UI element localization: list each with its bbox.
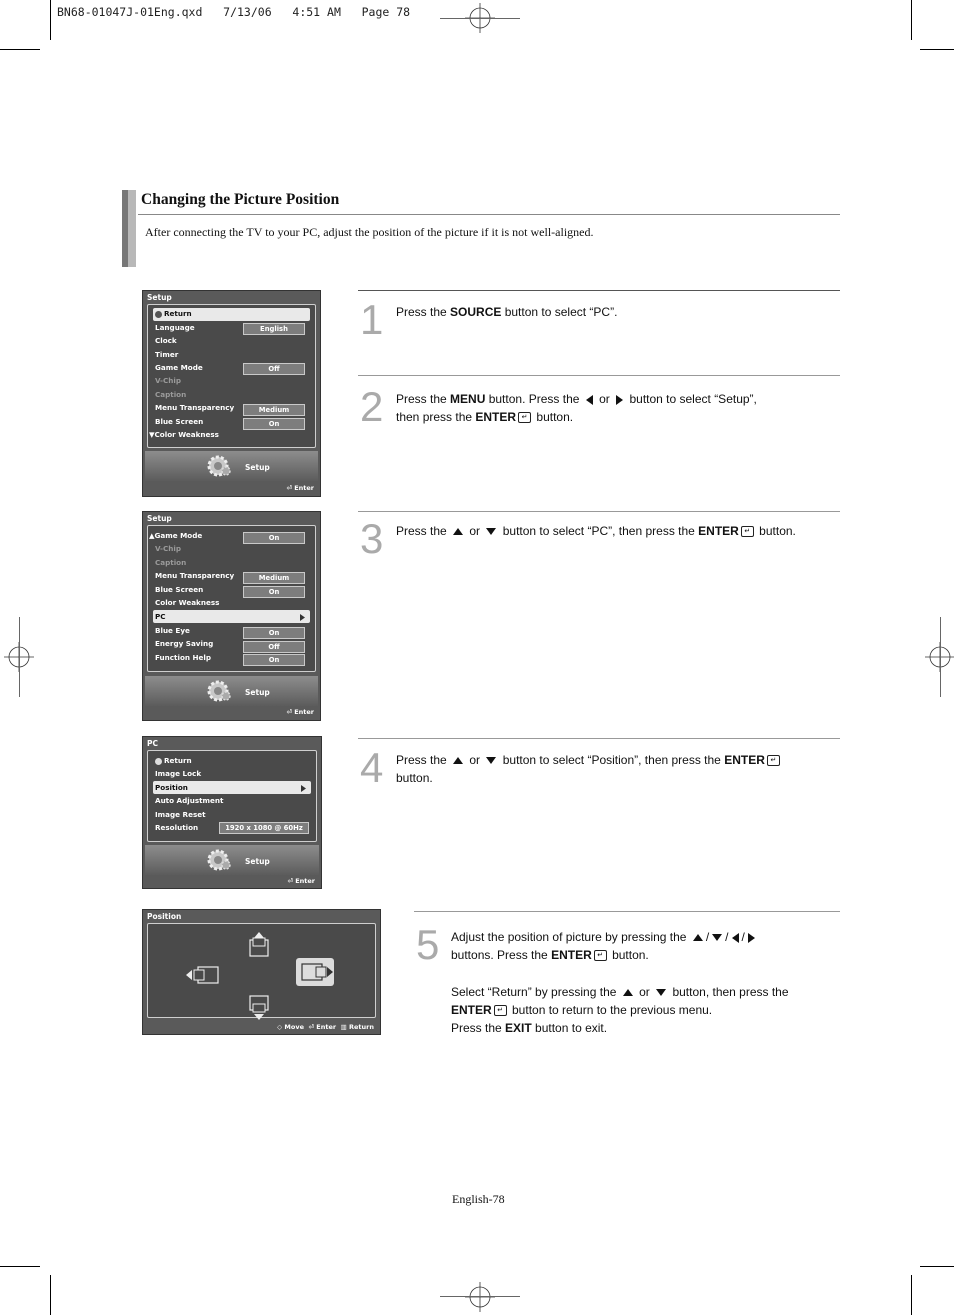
osd-item-blue-eye[interactable]: Blue Eye — [155, 626, 190, 635]
crop-mark — [440, 18, 520, 19]
osd-item-timer[interactable]: Timer — [155, 350, 179, 359]
osd-value: On — [243, 627, 305, 639]
step-1-text: Press the SOURCE button to select “PC”. — [396, 305, 618, 319]
return-icon — [155, 758, 162, 765]
gear-icon — [205, 678, 231, 704]
osd-item-language[interactable]: Language — [155, 323, 195, 332]
osd-header: Setup — [147, 514, 172, 523]
osd-item-vchip: V-Chip — [155, 544, 182, 553]
osd-value: On — [243, 654, 305, 666]
osd-item-energy-saving[interactable]: Energy Saving — [155, 639, 214, 648]
crop-mark — [440, 1296, 520, 1297]
arrow-down-icon — [486, 528, 496, 535]
return-icon — [155, 311, 162, 318]
osd-footer-title: Setup — [245, 857, 270, 866]
osd-setup-menu-1 — [142, 290, 321, 497]
crop-mark — [911, 0, 912, 40]
crop-mark — [940, 617, 941, 697]
arrow-up-icon — [453, 528, 463, 535]
arrow-down-icon — [712, 934, 722, 941]
move-down-icon[interactable] — [248, 994, 270, 1020]
section-bar — [128, 190, 136, 267]
osd-item-resolution[interactable]: Resolution — [155, 823, 199, 832]
osd-item-caption: Caption — [155, 390, 187, 399]
step-number: 2 — [360, 383, 384, 430]
enter-icon: ⏎ — [287, 877, 293, 885]
arrow-up-icon — [453, 757, 463, 764]
step-3-text: Press the or button to select “PC”, then press the ENTER ↵ button. — [396, 524, 796, 538]
osd-selection — [153, 610, 310, 623]
file-slug: BN68-01047J-01Eng.qxd 7/13/06 4:51 AM Page 78 — [57, 5, 411, 19]
arrow-right-icon — [301, 785, 306, 792]
move-left-icon[interactable] — [186, 964, 222, 986]
osd-footer-title: Setup — [245, 463, 270, 472]
enter-icon: ⏎ — [286, 708, 292, 716]
enter-icon: ⏎ — [308, 1023, 314, 1031]
step-rule — [358, 738, 840, 739]
osd-item-blue-screen[interactable]: Blue Screen — [155, 417, 204, 426]
osd-item-blue-screen[interactable]: Blue Screen — [155, 585, 204, 594]
step-rule — [358, 511, 840, 512]
step-number: 5 — [416, 921, 440, 968]
osd-value: On — [243, 586, 305, 598]
crop-mark — [920, 49, 954, 50]
move-right-icon[interactable] — [299, 961, 335, 983]
step-number: 4 — [360, 744, 384, 791]
move-icon: ◇ — [277, 1023, 283, 1031]
enter-icon: ↵ — [767, 755, 780, 766]
arrow-left-icon — [732, 933, 739, 943]
title-rule — [138, 214, 840, 215]
crop-mark — [0, 49, 40, 50]
osd-panel — [147, 923, 376, 1018]
enter-icon: ↵ — [594, 950, 607, 961]
osd-item-game-mode[interactable]: ▲Game Mode — [149, 531, 203, 540]
step-number: 3 — [360, 515, 384, 562]
crop-mark — [50, 0, 51, 40]
osd-panel — [147, 525, 316, 672]
step-5-return-text: Select “Return” by pressing the or button, then press the ENTER ↵ button to return to the previous menu. Press the EXIT button to exit. — [451, 985, 789, 1035]
step-4-text: Press the or button to select “Position”, then press the ENTER ↵ button. — [396, 751, 826, 787]
osd-item-return[interactable]: Return — [155, 308, 192, 320]
enter-icon: ↵ — [741, 526, 754, 537]
move-up-icon[interactable] — [248, 932, 270, 958]
crop-mark — [920, 1266, 954, 1267]
osd-item-color-weakness[interactable]: Color Weakness — [155, 598, 220, 607]
arrow-up-icon — [623, 989, 633, 996]
step-number: 1 — [360, 296, 384, 343]
osd-panel — [147, 304, 316, 448]
arrow-left-icon — [586, 395, 593, 405]
osd-item-caption: Caption — [155, 558, 187, 567]
osd-pc-menu — [142, 736, 322, 889]
osd-value: Medium — [243, 404, 305, 416]
enter-icon: ↵ — [518, 412, 531, 423]
osd-item-return[interactable]: Return — [155, 755, 192, 767]
osd-value: 1920 x 1080 @ 60Hz — [219, 822, 309, 834]
enter-icon: ⏎ — [286, 484, 292, 492]
osd-item-vchip: V-Chip — [155, 376, 182, 385]
osd-item-function-help[interactable]: Function Help — [155, 653, 212, 662]
enter-icon: ↵ — [494, 1005, 507, 1016]
osd-item-clock[interactable]: Clock — [155, 336, 177, 345]
crop-mark — [0, 1266, 40, 1267]
crop-mark — [50, 1275, 51, 1315]
osd-item-image-lock[interactable]: Image Lock — [155, 769, 202, 778]
osd-enter-hint: ⏎ Enter — [286, 708, 314, 716]
gear-icon — [205, 847, 231, 873]
osd-value: English — [243, 323, 305, 335]
step-2-text: Press the MENU button. Press the or button to select “Setup”, then press the ENTER ↵ button. — [396, 392, 757, 424]
osd-footer — [145, 451, 318, 481]
gear-icon — [205, 453, 231, 479]
osd-item-pc[interactable]: PC — [155, 612, 166, 621]
arrow-up-icon — [693, 934, 703, 941]
arrow-right-icon — [616, 395, 623, 405]
arrow-down-icon — [656, 989, 666, 996]
osd-item-position[interactable]: Position — [155, 783, 188, 792]
osd-panel — [147, 750, 317, 842]
page-number: English-78 — [452, 1192, 505, 1206]
osd-footer — [145, 676, 318, 706]
registration-mark-icon — [465, 1282, 495, 1312]
osd-item-menu-transparency[interactable]: Menu Transparency — [155, 571, 235, 580]
return-icon: ▥ — [340, 1023, 347, 1031]
step-rule — [414, 911, 840, 912]
osd-value: Medium — [243, 572, 305, 584]
osd-header: Position — [147, 912, 182, 921]
step-5-text: Adjust the position of picture by pressing the / / / buttons. Press the ENTER ↵ button. — [451, 928, 836, 964]
osd-header: Setup — [147, 293, 172, 302]
osd-item-image-reset[interactable]: Image Reset — [155, 810, 206, 819]
osd-item-color-weakness[interactable]: ▼Color Weakness — [149, 430, 219, 439]
osd-item-menu-transparency[interactable]: Menu Transparency — [155, 403, 235, 412]
osd-value: On — [243, 418, 305, 430]
arrow-right-icon — [300, 614, 305, 621]
crop-mark — [911, 1275, 912, 1315]
arrow-down-icon — [486, 757, 496, 764]
osd-setup-menu-2 — [142, 511, 321, 721]
osd-item-auto-adjustment[interactable]: Auto Adjustment — [155, 796, 224, 805]
osd-position-screen — [142, 909, 381, 1035]
osd-value: On — [243, 532, 305, 544]
osd-footer-title: Setup — [245, 688, 270, 697]
osd-footer — [145, 845, 319, 875]
osd-value: Off — [243, 363, 305, 375]
osd-enter-hint: ⏎ Enter — [286, 484, 314, 492]
step-rule — [358, 290, 840, 291]
osd-enter-hint: ⏎ Enter — [287, 877, 315, 885]
step-rule — [358, 375, 840, 376]
arrow-right-icon — [748, 933, 755, 943]
osd-value: Off — [243, 641, 305, 653]
section-intro: After connecting the TV to your PC, adjust the position of the picture if it is not well-aligned. — [145, 225, 594, 239]
osd-item-game-mode[interactable]: Game Mode — [155, 363, 203, 372]
osd-header: PC — [147, 739, 159, 748]
section-title: Changing the Picture Position — [141, 191, 340, 208]
crop-mark — [19, 617, 20, 697]
osd-nav-hints: ◇ Move ⏎ Enter ▥ Return — [277, 1023, 374, 1031]
